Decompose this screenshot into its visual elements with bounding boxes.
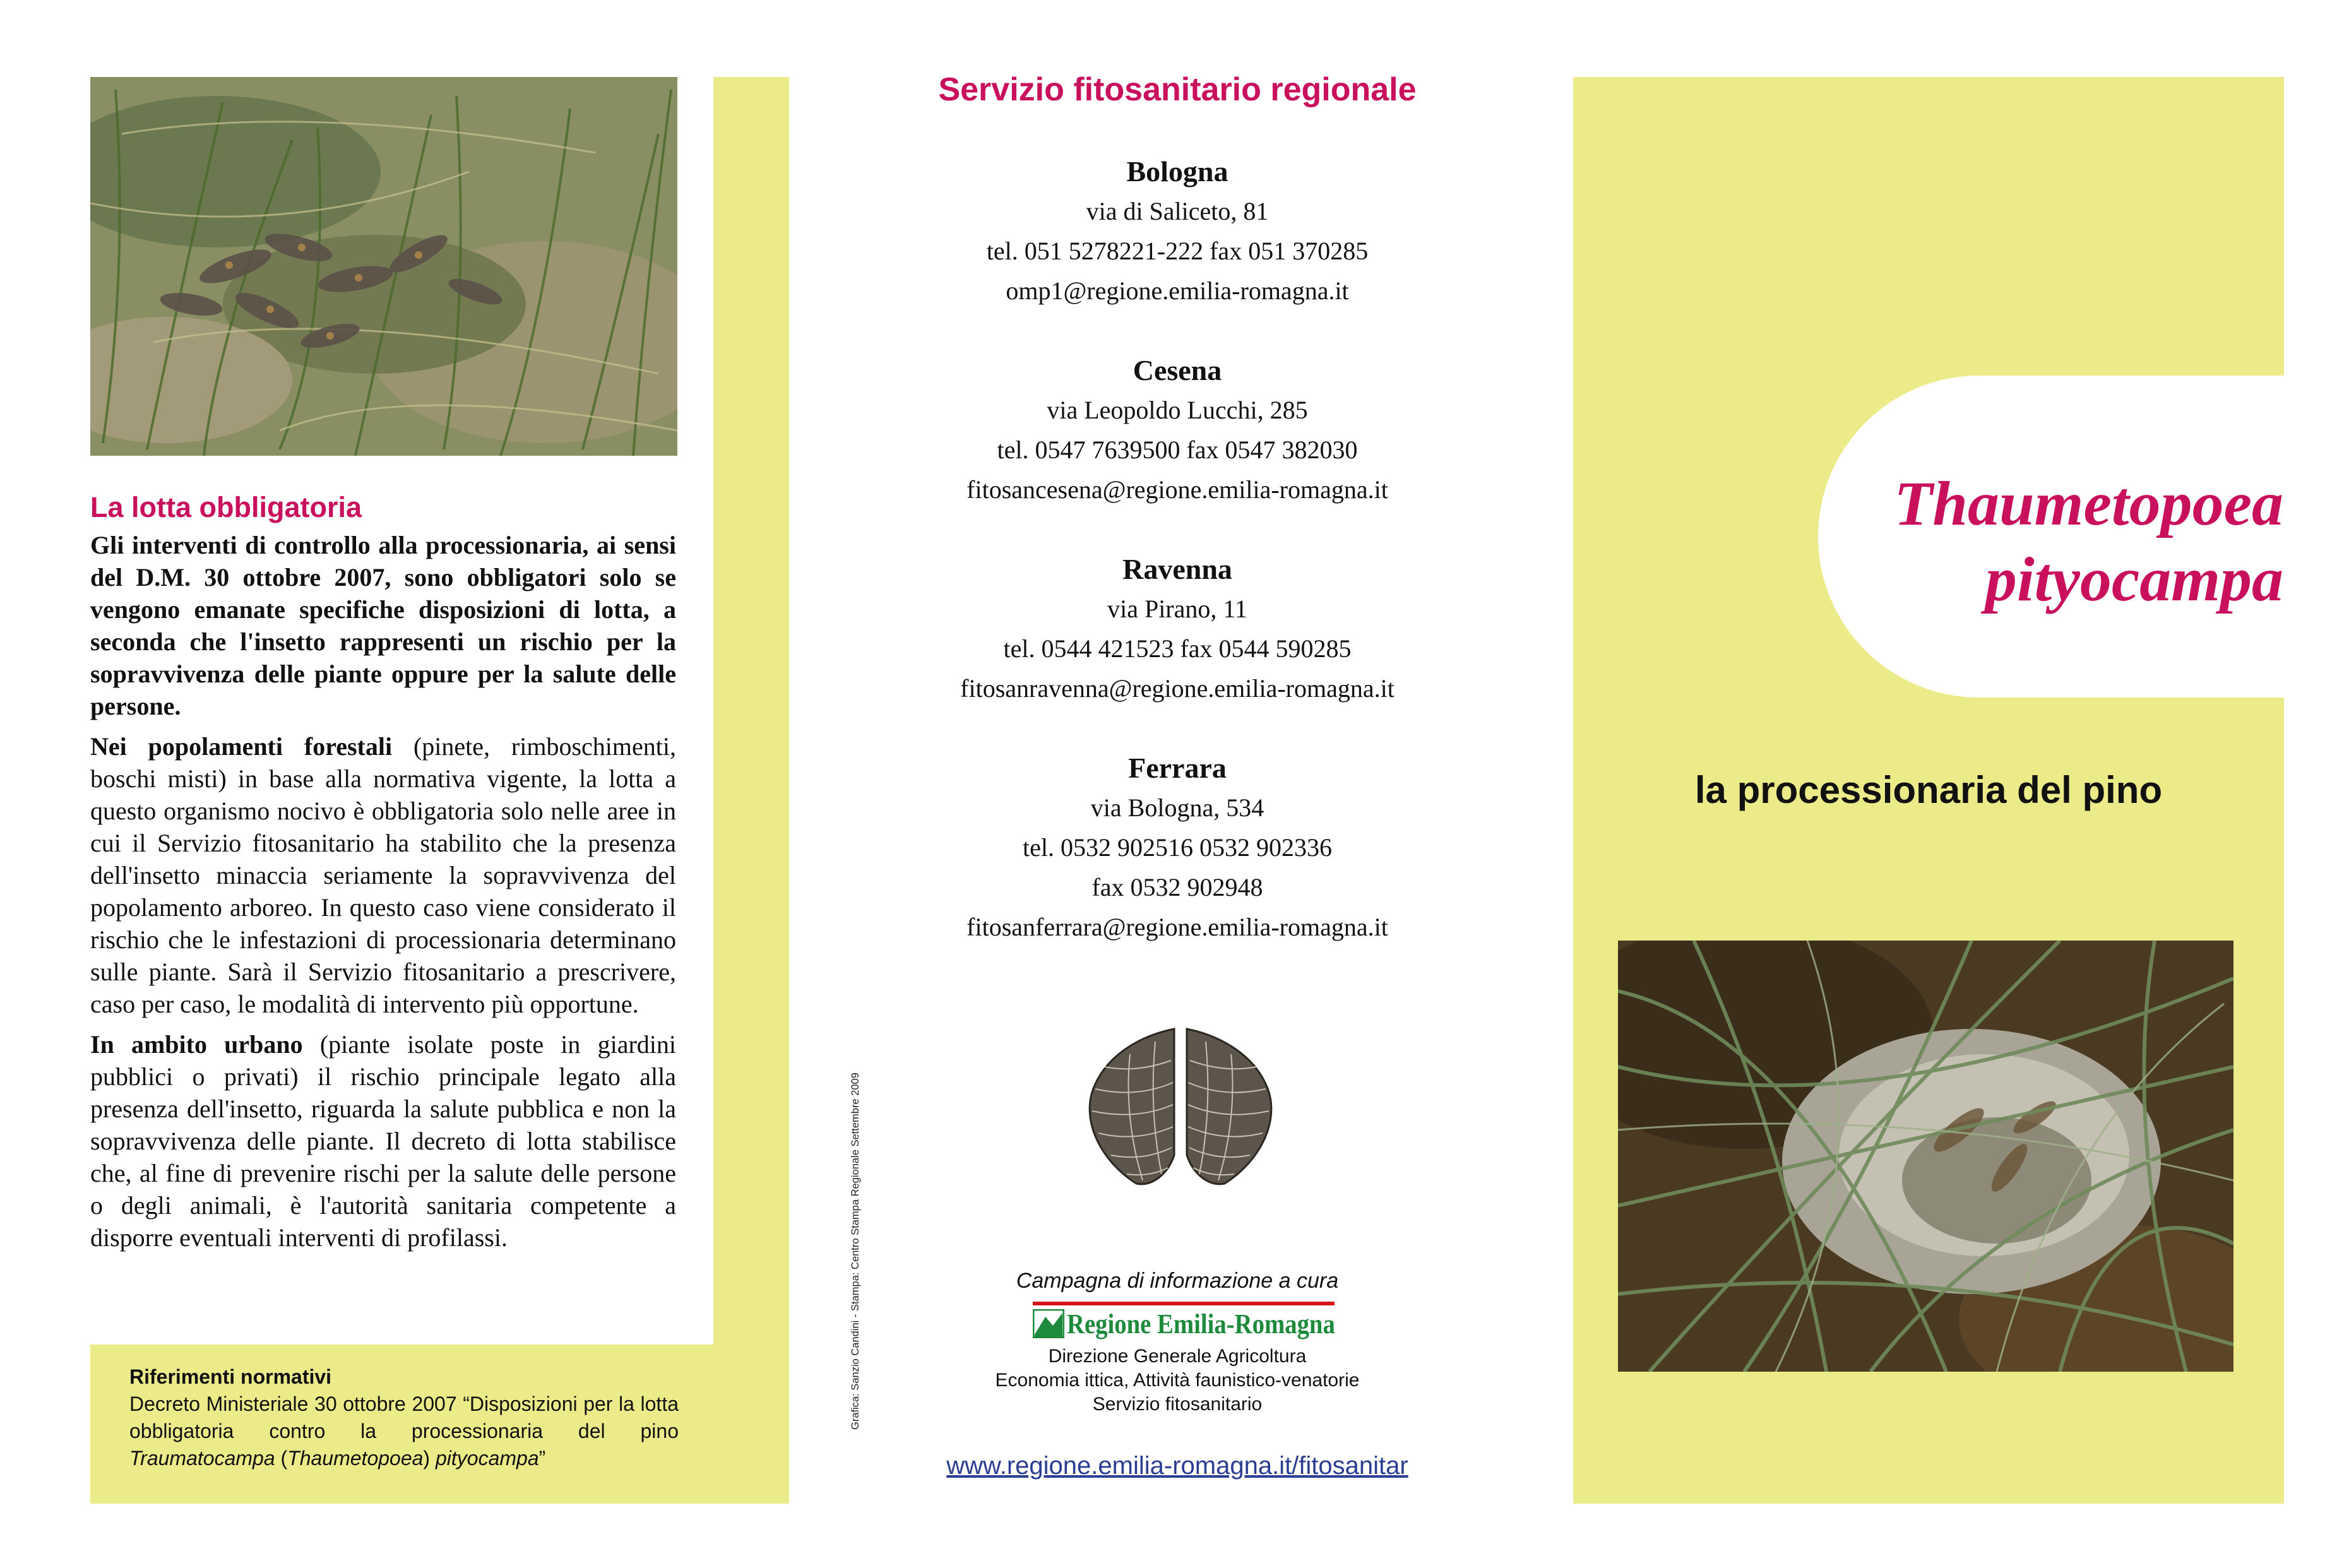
pinecone-icon	[1067, 1016, 1294, 1193]
office-phone: tel. 0532 902516 0532 902336	[1023, 833, 1332, 862]
species-title-line1: Thaumetopoea	[1894, 468, 2283, 538]
species-name-c: pityocampa	[435, 1447, 539, 1470]
urban-paragraph	[90, 1028, 676, 1254]
forest-text: (pinete, rimboschimenti, boschi misti) in base alla normativa vigente, la lotta a questo organismo nocivo è obbligatoria solo nelle aree in cui il Servizio fitosanitario ha stabilito che la presenza dell'insetto minaccia seriamente la sopravvivenza del popolamento arboreo. In questo caso viene considerato il rischio che le infestazioni di processionaria determinano sulle piante. Sarà il Servizio fitosanitario a prescrivere, caso per caso, le modalità di intervento più opportune.	[90, 732, 676, 1018]
lotta-heading: La lotta obbligatoria	[90, 491, 362, 523]
department-line: Servizio fitosanitario	[1092, 1394, 1263, 1415]
references-block	[129, 1363, 679, 1472]
pinecones-illustration	[1067, 1016, 1294, 1193]
intro-paragraph	[90, 529, 676, 722]
office-city: Cesena	[1133, 354, 1222, 386]
region-flag-icon	[1033, 1309, 1064, 1338]
print-credit: Grafica: Sanzio Candini - Stampa: Centro Stampa Regionale Settembre 2009	[850, 1072, 861, 1430]
forest-paragraph	[90, 730, 676, 1020]
left-body-text	[90, 529, 676, 1262]
department-line: Economia ittica, Attività faunistico-venatorie	[995, 1370, 1360, 1391]
office-ferrara	[915, 748, 1439, 947]
references-body	[129, 1391, 679, 1472]
caterpillars-photo	[90, 77, 677, 456]
department-block	[915, 1345, 1439, 1417]
regione-logo	[1033, 1302, 1335, 1341]
nest-photo	[1618, 941, 2233, 1372]
paren-open: (	[275, 1447, 288, 1470]
species-title-line2: pityocampa	[1985, 544, 2283, 614]
office-city: Bologna	[1126, 155, 1228, 187]
website-link[interactable]: www.regione.emilia-romagna.it/fitosanitar	[946, 1452, 1408, 1480]
office-email: fitosanferrara@regione.emilia-romagna.it	[966, 913, 1388, 941]
quote-close: ”	[538, 1447, 546, 1470]
office-fax: fax 0532 902948	[1091, 873, 1263, 901]
cover-subtitle: la processionaria del pino	[1694, 769, 2163, 811]
species-name-a: Traumatocampa	[129, 1447, 275, 1470]
office-phone: tel. 0544 421523 fax 0544 590285	[1003, 634, 1352, 663]
office-city: Ferrara	[1128, 752, 1227, 784]
office-bologna	[915, 151, 1439, 311]
intro-bold-text: Gli interventi di controllo alla processionaria, ai sensi del D.M. 30 ottobre 2007, sono obbligatori solo se vengono emanate specifiche disposizioni di lotta, a seconda che l'insetto rappresenti un rischio per la sopravvivenza delle piante oppure per la salute delle persone.	[90, 531, 676, 720]
office-phone: tel. 051 5278221-222 fax 051 370285	[986, 237, 1369, 265]
office-phone: tel. 0547 7639500 fax 0547 382030	[997, 436, 1358, 464]
office-email: omp1@regione.emilia-romagna.it	[1006, 276, 1349, 305]
campaign-credit: Campagna di informazione a cura	[1016, 1269, 1339, 1293]
caterpillars-in-grass-image	[90, 77, 677, 456]
species-name-b: Thaumetopoea	[287, 1447, 424, 1470]
urban-bold-label: In ambito urbano	[90, 1030, 303, 1059]
paren-close: )	[423, 1447, 436, 1470]
office-address: via Pirano, 11	[1107, 595, 1247, 623]
department-line: Direzione Generale Agricoltura	[1048, 1346, 1307, 1367]
office-address: via di Saliceto, 81	[1086, 197, 1269, 225]
nest-on-pine-image	[1618, 941, 2233, 1372]
references-title: Riferimenti normativi	[129, 1365, 332, 1388]
office-email: fitosancesena@regione.emilia-romagna.it	[966, 475, 1388, 504]
left-yellow-band	[713, 77, 789, 1504]
office-address: via Leopoldo Lucchi, 285	[1047, 396, 1308, 424]
office-email: fitosanravenna@regione.emilia-romagna.it	[960, 674, 1395, 703]
references-text: Decreto Ministeriale 30 ottobre 2007 “Disposizioni per la lotta obbligatoria contro la processionaria del pino	[129, 1393, 679, 1442]
office-cesena	[915, 350, 1439, 509]
service-title: Servizio fitosanitario regionale	[938, 71, 1417, 108]
office-city: Ravenna	[1122, 553, 1232, 585]
logo-red-bar	[1033, 1302, 1335, 1305]
office-address: via Bologna, 534	[1090, 793, 1264, 822]
office-ravenna	[915, 549, 1439, 708]
forest-bold-label: Nei popolamenti forestali	[90, 732, 393, 761]
logo-text: Regione Emilia-Romagna	[1067, 1309, 1335, 1339]
urban-text: (piante isolate poste in giardini pubblici o privati) il rischio principale legato alla presenza dell'insetto, riguarda la salute pubblica e non la sopravvivenza delle piante. Il decreto di lotta stabilisce che, al fine di prevenire rischi per la salute delle persone o degli animali, è l'autorità sanitaria competente a disporre eventuali interventi di profilassi.	[90, 1030, 676, 1252]
